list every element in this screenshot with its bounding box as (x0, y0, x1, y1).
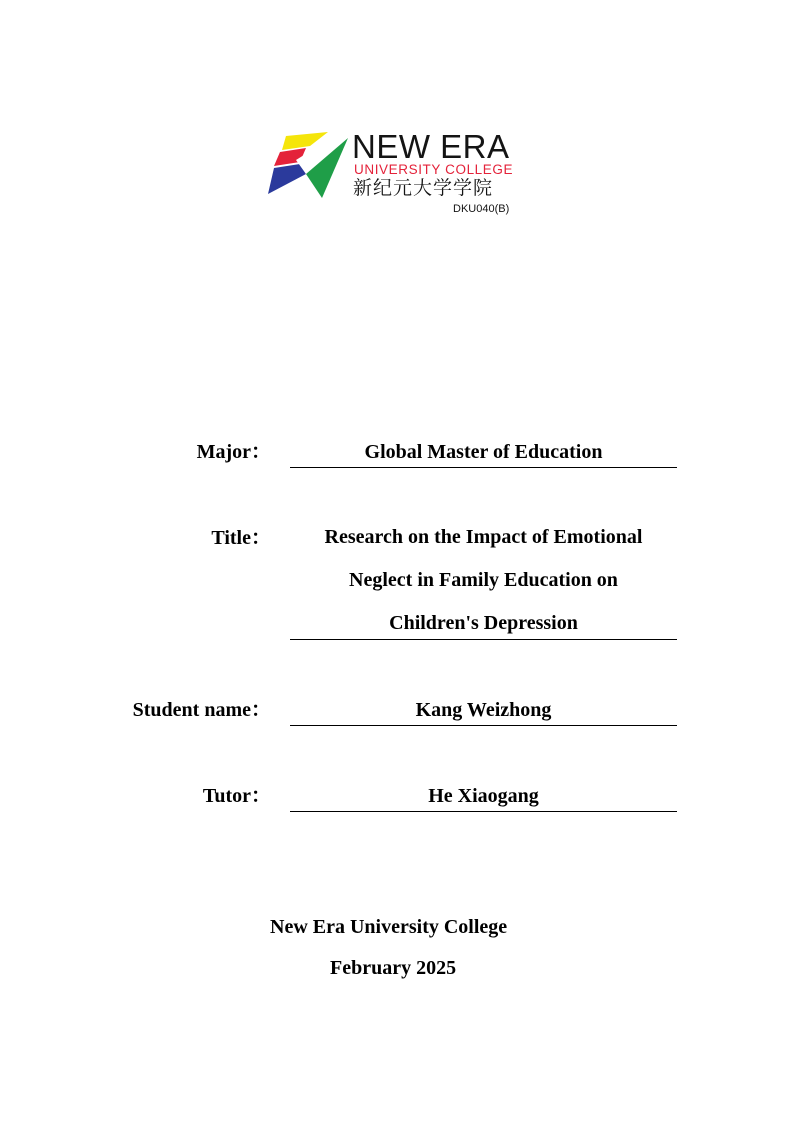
major-value-text: Global Master of Education (364, 441, 603, 463)
student-name-underline (290, 725, 677, 726)
tutor-label: Tutor： (202, 785, 271, 807)
title-line-1: Research on the Impact of Emotional (324, 526, 643, 548)
logo-name: NEW ERA (352, 128, 510, 165)
university-logo (266, 128, 526, 220)
major-value (290, 440, 677, 464)
logo-chinese-name: 新纪元大学学院 (353, 177, 494, 199)
title-label: Title： (211, 527, 271, 549)
tutor-value (290, 784, 677, 808)
logo-code: DKU040(B) (453, 203, 510, 215)
major-label: Major： (196, 441, 271, 463)
tutor-underline (290, 811, 677, 812)
student-name-value (290, 698, 677, 722)
logo-subtitle: UNIVERSITY COLLEGE (354, 162, 514, 177)
student-name-text: Kang Weizhong (415, 699, 552, 721)
title-underline (290, 639, 677, 640)
footer-date: February 2025 (330, 957, 457, 979)
tutor-text: He Xiaogang (428, 785, 539, 807)
student-name-label: Student name： (132, 699, 271, 721)
major-underline (290, 467, 677, 468)
title-value (290, 516, 677, 645)
title-line-3: Children's Depression (389, 612, 578, 634)
new-era-logo-mark-icon (266, 128, 350, 200)
footer-institution: New Era University College (270, 916, 508, 938)
title-line-2: Neglect in Family Education on (349, 569, 618, 591)
